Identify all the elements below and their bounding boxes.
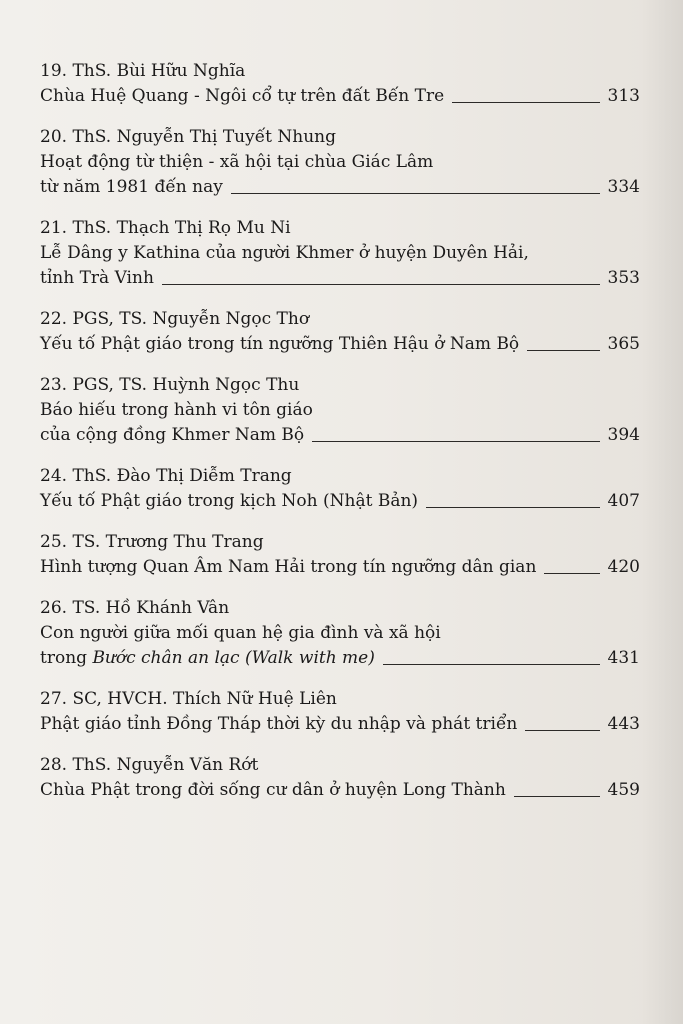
entry-title-line	[40, 332, 640, 357]
entry-title-line	[40, 712, 640, 737]
entry-author: 21. ThS. Thạch Thị Rọ Mu Ni	[40, 218, 291, 238]
entry-title-line	[40, 778, 640, 803]
entry-title: Phật giáo tỉnh Đồng Tháp thời kỳ du nhập và phát triển	[40, 714, 518, 734]
entry-title: Chùa Phật trong đời sống cư dân ở huyện Long Thành	[40, 780, 506, 800]
entry-title: Yếu tố Phật giáo trong tín ngưỡng Thiên Hậu ở Nam Bộ	[40, 334, 520, 354]
dot-leader	[514, 796, 600, 797]
entry-title: Yếu tố Phật giáo trong kịch Noh (Nhật Bản)	[40, 491, 419, 511]
toc-entry	[40, 58, 640, 109]
dot-leader	[426, 507, 599, 508]
film-title: Bước chân an lạc (Walk with me)	[92, 648, 375, 668]
entry-title: Lễ Dâng y Kathina của người Khmer ở huyện Duyên Hải,	[40, 243, 529, 263]
toc-entry	[40, 306, 640, 357]
dot-leader	[544, 573, 599, 574]
entry-title: Con người giữa mối quan hệ gia đình và xã hội	[40, 623, 441, 643]
entry-title-prefix: trong	[40, 648, 93, 668]
entry-title	[40, 646, 375, 671]
entry-author: 19. ThS. Bùi Hữu Nghĩa	[40, 61, 246, 81]
dot-leader	[527, 350, 599, 351]
toc-entry	[40, 463, 640, 514]
entry-author: 20. ThS. Nguyễn Thị Tuyết Nhung	[40, 127, 337, 147]
entry-title: Báo hiếu trong hành vi tôn giáo	[40, 400, 313, 420]
dot-leader	[525, 730, 599, 731]
entry-author: 24. ThS. Đào Thị Diễm Trang	[40, 466, 292, 486]
dot-leader	[383, 664, 600, 665]
entry-title-line	[40, 175, 640, 200]
dot-leader	[452, 102, 599, 103]
page-number: 394	[607, 425, 640, 445]
toc-entry	[40, 595, 640, 671]
page-number: 334	[607, 177, 640, 197]
page-number: 443	[607, 714, 640, 734]
entry-author: 28. ThS. Nguyễn Văn Rớt	[40, 755, 259, 775]
entry-title-line	[40, 423, 640, 448]
entry-author: 26. TS. Hồ Khánh Vân	[40, 598, 230, 618]
entry-title: Chùa Huệ Quang - Ngôi cổ tự trên đất Bến Tre	[40, 86, 445, 106]
toc-entry	[40, 124, 640, 200]
entry-title-line	[40, 266, 640, 291]
entry-author: 23. PGS, TS. Huỳnh Ngọc Thu	[40, 375, 300, 395]
entry-title: Hình tượng Quan Âm Nam Hải trong tín ngưỡng dân gian	[40, 557, 537, 577]
page-number: 407	[607, 491, 640, 511]
entry-author: 25. TS. Trương Thu Trang	[40, 532, 264, 552]
page-number: 431	[607, 648, 640, 668]
page-number: 365	[607, 334, 640, 354]
entry-title-line	[40, 489, 640, 514]
toc-entry	[40, 752, 640, 803]
entry-title: Hoạt động từ thiện - xã hội tại chùa Giác Lâm	[40, 152, 434, 172]
entry-title-line	[40, 646, 640, 671]
page-number: 459	[607, 780, 640, 800]
entry-title-line	[40, 84, 640, 109]
toc-entry	[40, 215, 640, 291]
entry-title: từ năm 1981 đến nay	[40, 177, 223, 197]
dot-leader	[162, 284, 600, 285]
dot-leader	[312, 441, 599, 442]
toc-entry	[40, 372, 640, 448]
page-edge-shadow	[641, 0, 683, 1024]
toc-entry	[40, 529, 640, 580]
page-number: 420	[607, 557, 640, 577]
table-of-contents	[40, 58, 640, 818]
entry-author: 22. PGS, TS. Nguyễn Ngọc Thơ	[40, 309, 310, 329]
page-number: 353	[607, 268, 640, 288]
entry-author: 27. SC, HVCH. Thích Nữ Huệ Liên	[40, 689, 337, 709]
entry-title: của cộng đồng Khmer Nam Bộ	[40, 425, 305, 445]
page-number: 313	[607, 86, 640, 106]
entry-title-line	[40, 555, 640, 580]
dot-leader	[231, 193, 600, 194]
toc-entry	[40, 686, 640, 737]
entry-title: tỉnh Trà Vinh	[40, 268, 154, 288]
